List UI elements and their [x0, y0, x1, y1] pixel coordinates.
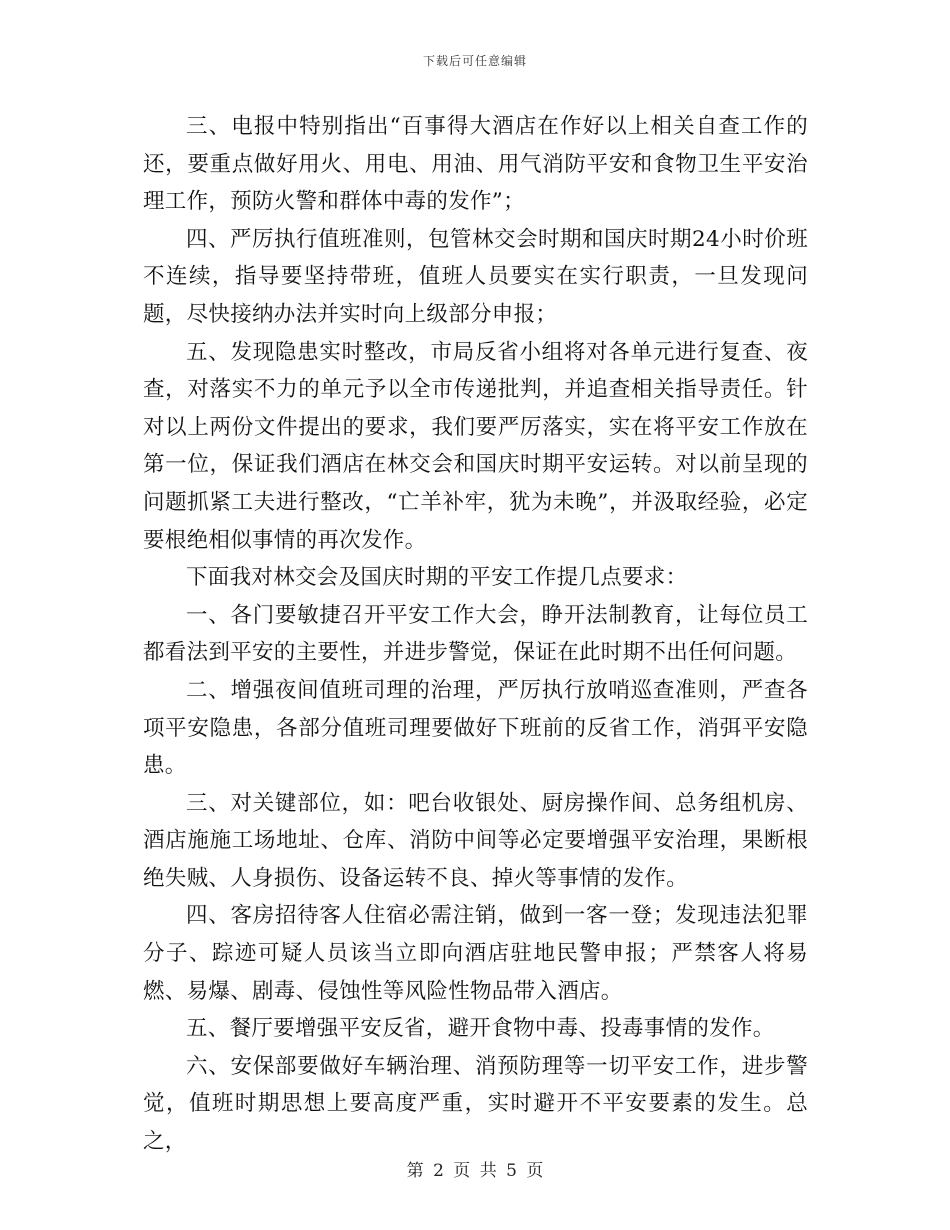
paragraph: 二、增强夜间值班司理的治理，严厉执行放哨巡查准则，严查各项平安隐患，各部分值班司理要做好下班前的反省工作，消弭平安隐患。	[143, 677, 808, 779]
paragraph: 四、客房招待客人住宿必需注销，做到一客一登；发现违法犯罪分子、踪迹可疑人员该当立即向酒店驻地民警申报；严禁客人将易燃、易爆、剧毒、侵蚀性等风险性物品带入酒店。	[143, 903, 808, 1004]
paragraph: 五、餐厅要增强平安反省，避开食物中毒、投毒事情的发作。	[186, 1016, 775, 1042]
paragraph: 五、发现隐患实时整改，市局反省小组将对各单元进行复查、夜查，对落实不力的单元予以全市传递批判，并追查相关指导责任。针对以上两份文件提出的要求，我们要严厉落实，实在将平安工作放在第一位，保证我们酒店在林交会和国庆时期平安运转。对以前呈现的问题抓紧工夫进行整改，“亡羊补牢，犹为未晚”，并汲取经验，必定要根绝相似事情的再次发作。	[143, 339, 808, 553]
paragraph: 一、各门要敏捷召开平安工作大会，睁开法制教育，让每位员工都看法到平安的主要性，并进步警觉，保证在此时期不出任何问题。	[143, 602, 808, 666]
page-header: 下载后可任意编辑	[422, 54, 527, 68]
paragraph: 三、电报中特别指出“百事得大酒店在作好以上相关自查工作的还，要重点做好用火、用电、用油、用气消防平安和食物卫生平安治理工作，预防火警和群体中毒的发作”；	[143, 114, 808, 215]
page-number: 第 2 页 共 5 页	[406, 1161, 544, 1181]
paragraph: 三、对关键部位，如：吧台收银处、厨房操作间、总务组机房、酒店施施工场地址、仓库、消防中间等必定要增强平安治理，果断根绝失贼、人身损伤、设备运转不良、掉火等事情的发作。	[143, 790, 808, 891]
paragraph: 四、严厉执行值班准则，包管林交会时期和国庆时期24小时价班不连续，指导要坚持带班，值班人员要实在实行职责，一旦发现问题，尽快接纳办法并实时向上级部分申报；	[143, 226, 808, 327]
paragraph: 六、安保部要做好车辆治理、消预防理等一切平安工作，进步警觉，值班时期思想上要高度严重，实时避开不平安要素的发生。总之，	[143, 1053, 808, 1155]
paragraph: 下面我对林交会及国庆时期的平安工作提几点要求：	[186, 565, 688, 591]
document-body	[143, 108, 808, 1161]
